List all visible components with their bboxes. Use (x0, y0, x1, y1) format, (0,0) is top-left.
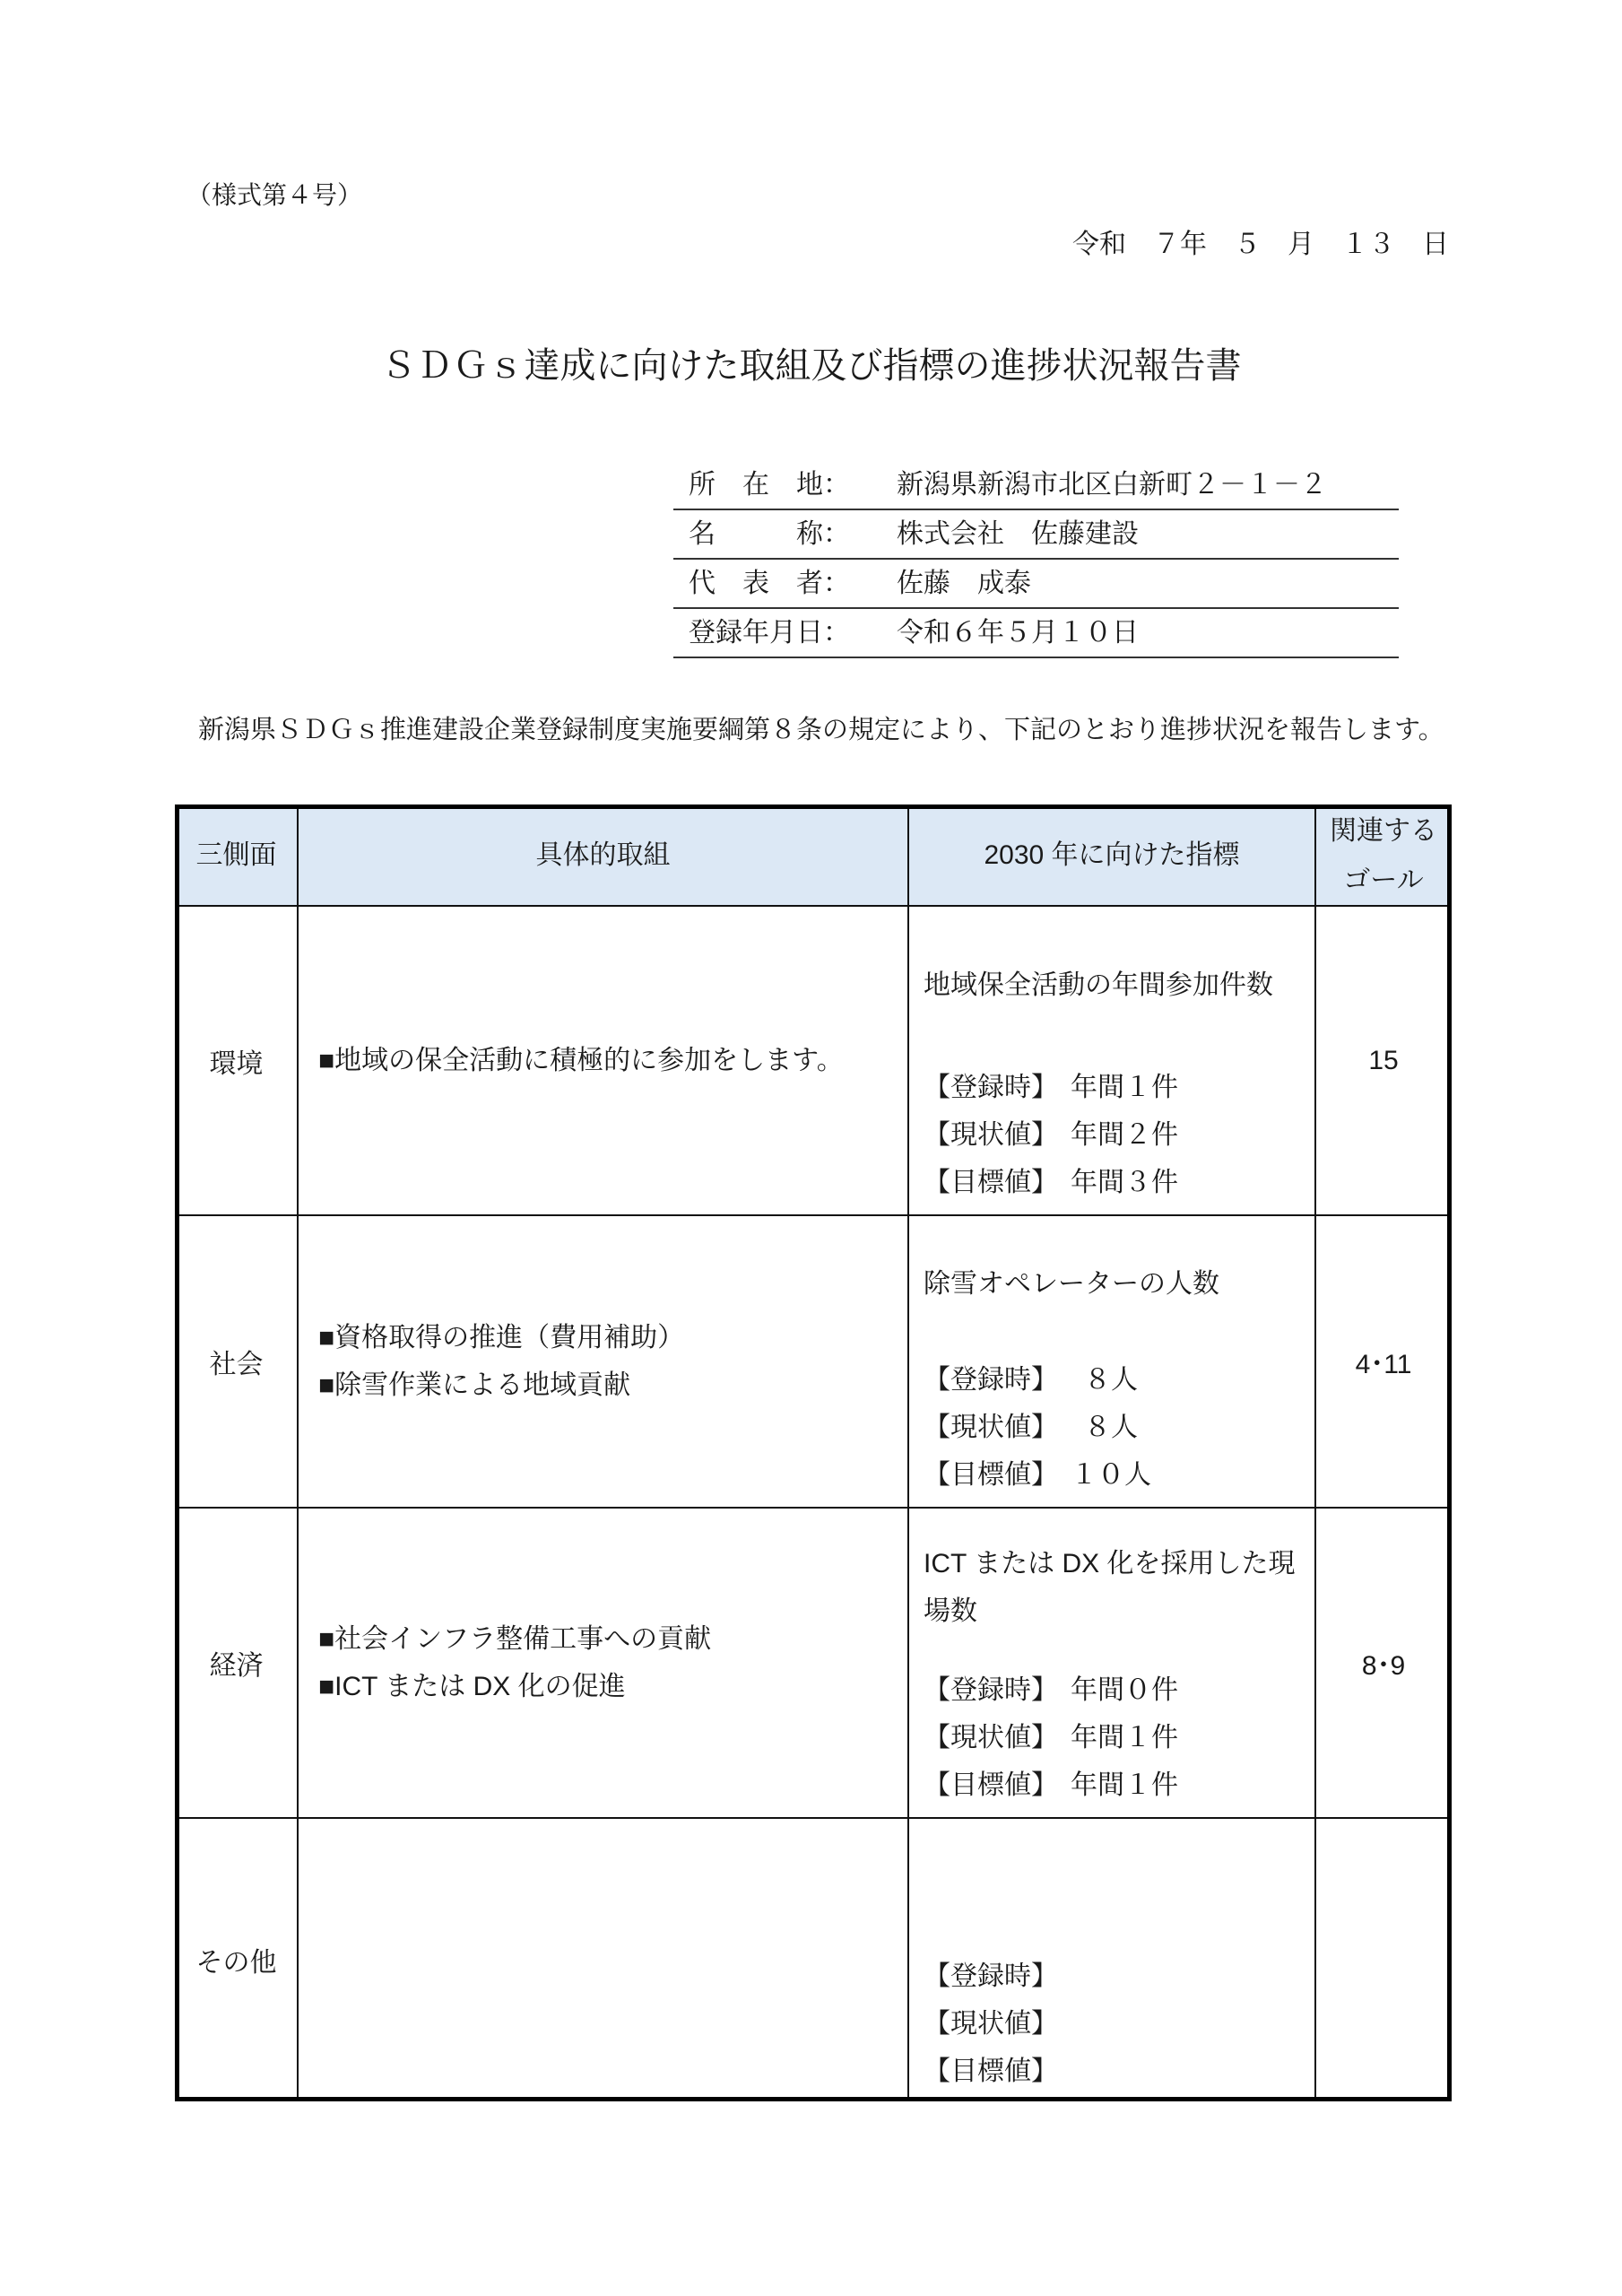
applicant-row-registration-date (673, 609, 1399, 658)
applicant-row-representative (673, 560, 1399, 609)
indicator-value-label: 【登録時】 (924, 1961, 1058, 1991)
aspect-label: その他 (195, 1948, 277, 1978)
initiative-item: ■社会インフラ整備工事への貢献 (318, 1624, 712, 1654)
indicator-value: 年間０件 (1071, 1675, 1178, 1705)
initiative-item: ■除雪作業による地域貢献 (318, 1370, 631, 1400)
applicant-row-name (673, 510, 1399, 560)
form-number: （様式第４号） (186, 181, 363, 209)
initiative-item: ■資格取得の推進（費用補助） (318, 1323, 685, 1352)
indicator-value-label: 【現状値】 (924, 1120, 1058, 1150)
applicant-value: 令和６年５月１０日 (897, 617, 1139, 648)
indicator-value: 年間１件 (1071, 1073, 1178, 1102)
indicator-value-label: 【登録時】 (924, 1675, 1058, 1705)
page-title: ＳＤＧｓ達成に向けた取組及び指標の進捗状況報告書 (380, 346, 1242, 386)
indicator-value: １０人 (1071, 1460, 1151, 1490)
indicator-value: ８人 (1057, 1365, 1138, 1395)
header-goals-line: 関連する (1330, 815, 1437, 846)
header-indicator-label: 2030 年に向けた指標 (984, 840, 1240, 870)
applicant-info (673, 461, 1399, 658)
applicant-value: 株式会社 佐藤建設 (897, 518, 1139, 549)
indicator-value-label: 【登録時】 (924, 1073, 1058, 1102)
applicant-value: 佐藤 成泰 (897, 568, 1031, 598)
indicator-value: 年間１件 (1071, 1770, 1178, 1800)
indicator-value: 年間２件 (1071, 1120, 1178, 1150)
indicator-value-label: 【目標値】 (924, 1770, 1058, 1800)
indicator-value-label: 【現状値】 (924, 1413, 1045, 1442)
indicator-title: ICT または DX 化を採用した現場数 (924, 1549, 1296, 1626)
intro-text: 新潟県ＳＤＧｓ推進建設企業登録制度実施要綱第８条の規定により、下記のとおり進捗状況を報告します。 (198, 716, 1444, 744)
aspect-label: 社会 (209, 1350, 264, 1379)
table-outer-border (175, 804, 1452, 2101)
applicant-label: 所 在 地： (689, 469, 850, 500)
indicator-title: 除雪オペレーターの人数 (924, 1269, 1219, 1299)
aspect-label: 経済 (209, 1651, 264, 1681)
goals-value: 4･11 (1355, 1350, 1412, 1379)
applicant-label: 登録年月日： (689, 617, 850, 648)
header-initiatives-label: 具体的取組 (535, 840, 671, 870)
progress-table (175, 804, 1452, 2101)
indicator-value-label: 【目標値】 (924, 2057, 1058, 2086)
applicant-row-address (673, 461, 1399, 510)
indicator-value-label: 【現状値】 (924, 1723, 1058, 1752)
indicator-value: 年間３件 (1071, 1168, 1178, 1197)
goals-value: 8･9 (1361, 1651, 1406, 1681)
indicator-value-label: 【登録時】 (924, 1365, 1045, 1395)
initiative-item: ■地域の保全活動に積極的に参加をします。 (318, 1046, 844, 1075)
header-goals-line: ゴール (1343, 865, 1424, 895)
goals-value: 15 (1368, 1045, 1399, 1075)
initiative-item: ■ICT または DX 化の促進 (318, 1672, 626, 1701)
applicant-label: 代 表 者： (689, 568, 850, 598)
indicator-value-label: 【目標値】 (924, 1460, 1058, 1490)
indicator-value: ８人 (1057, 1413, 1138, 1442)
indicator-value-label: 【目標値】 (924, 1168, 1058, 1197)
applicant-label: 名 称： (689, 518, 850, 549)
indicator-value: 年間１件 (1071, 1723, 1178, 1752)
indicator-title: 地域保全活動の年間参加件数 (924, 970, 1273, 1000)
aspect-label: 環境 (209, 1048, 264, 1079)
indicator-value-label: 【現状値】 (924, 2009, 1058, 2039)
header-aspect-label: 三側面 (195, 840, 277, 870)
applicant-value: 新潟県新潟市北区白新町２－１－２ (897, 469, 1327, 500)
report-date: 令和 ７年 ５ 月 １３ 日 (1072, 230, 1449, 259)
